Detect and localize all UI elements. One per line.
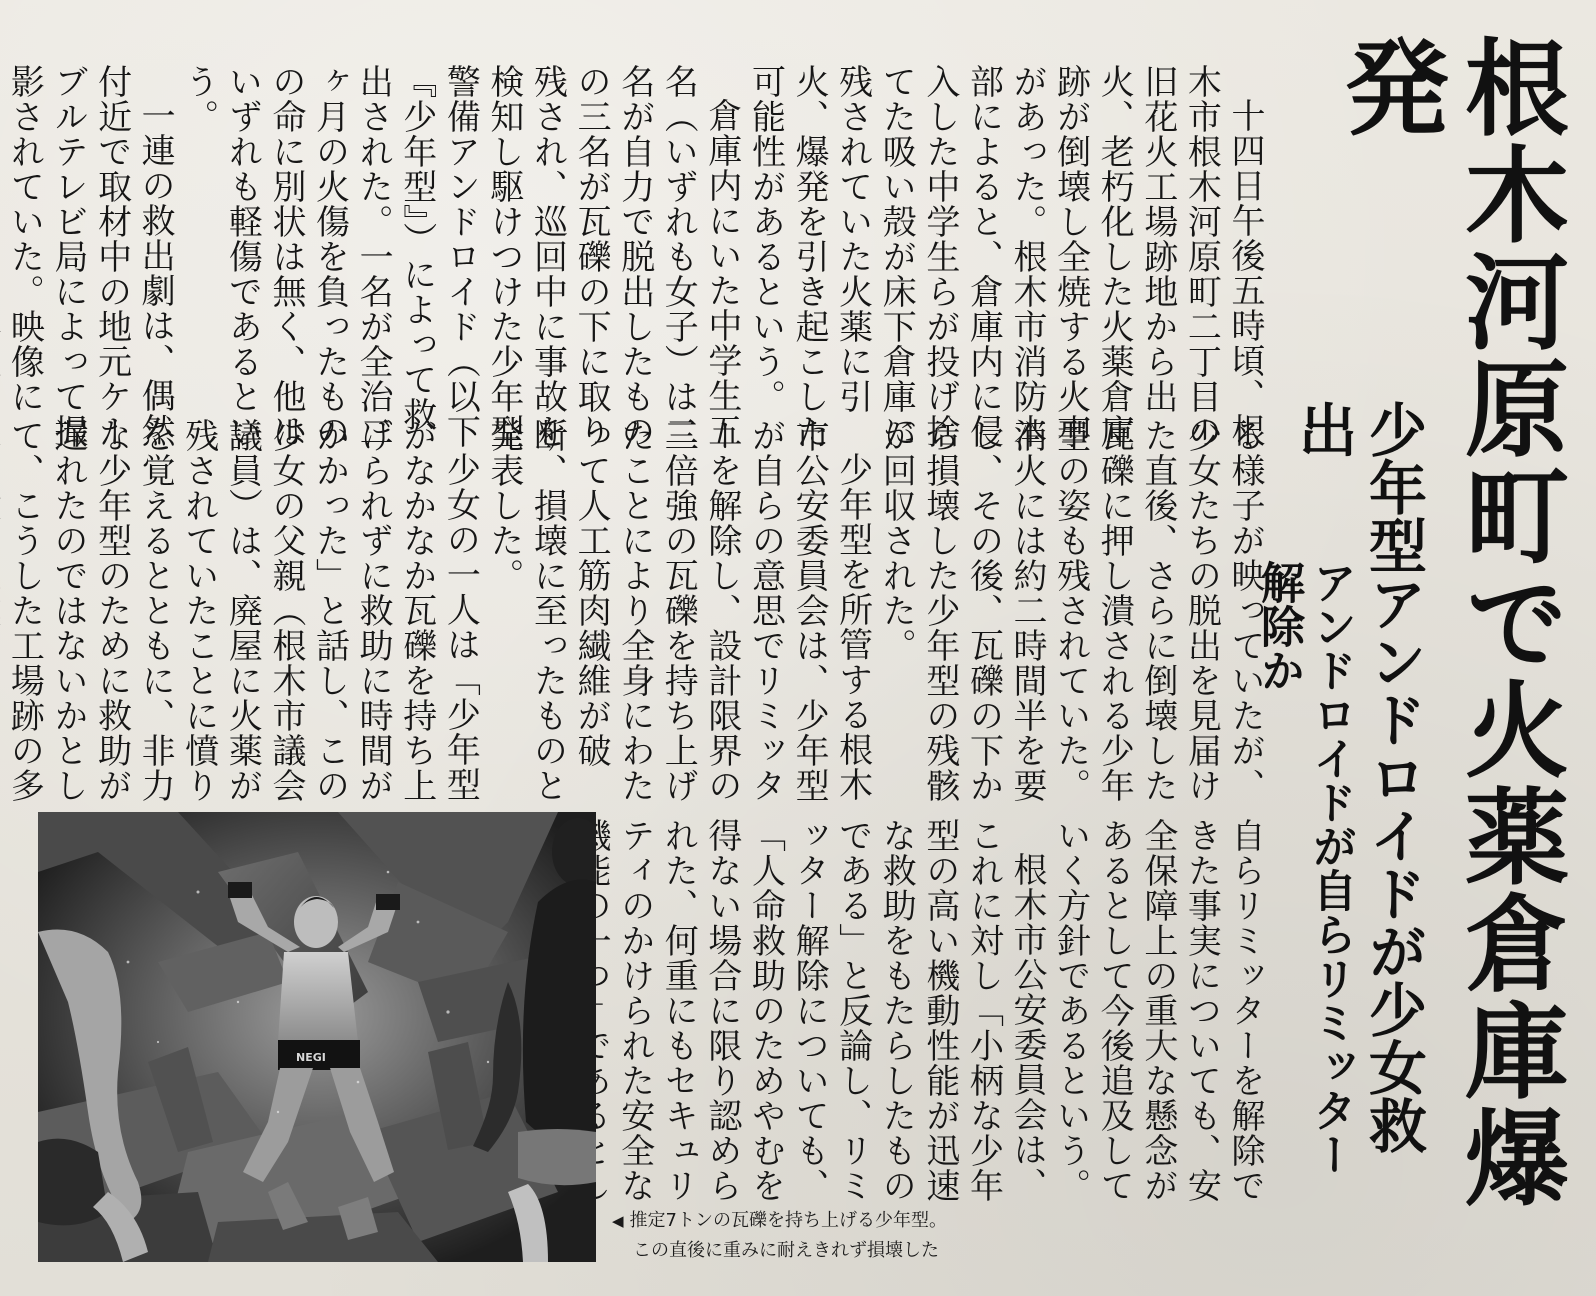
news-photo: [38, 812, 596, 1262]
shorts-logo: NEGI: [296, 1051, 326, 1064]
article-paragraph: 自らリミッターを解除できた事実についても、安全保障上の重大な懸念があるとして今後追及していく方針であるという。: [1050, 818, 1265, 1203]
caption-text-2: この直後に重みに耐えきれず損壊した: [633, 1240, 939, 1261]
article-paragraph: 少年型を所管する根木市公安委員会は、少年型が自らの意思でリミッターを解除し、設計限界の三倍強の瓦礫を持ち上げたことにより全身にわたって人工筋肉繊維が破断、損壊に至ったものと発表した。: [483, 418, 873, 803]
article-paragraph: 倉庫内にいた中学生五名（いずれも女子）は二名が自力で脱出したものの三名が瓦礫の下に取り残され、巡回中に事故を検知し駆けつけた少年型警備アンドロイド（以下『少年型』）によって救出された。一名が全治二ヶ月の火傷を負ったものの命に別状は無く、他はいずれも軽傷であるという。: [178, 64, 742, 449]
caption-line-2: [612, 1236, 1032, 1266]
rubble-rescue-photo: [38, 812, 596, 1262]
article-tier-3: [614, 818, 1266, 1230]
subheadline: 少年型アンドロイドが少女救出: [1289, 400, 1427, 1154]
article-paragraph: 根木市公安委員会は、これに対し「小柄な少年型の高い機動性能が迅速な救助をもたらしたものである」と反論し、リミッター解除についても、「人命救助のためやむを得ない場合に限り認められた、何重にもセキュリティのかけられた安全な: [614, 818, 1048, 1203]
caption-marker: ◀: [612, 1212, 624, 1230]
headline: 根木河原町で火薬倉庫爆発: [1327, 34, 1569, 1211]
article-paragraph: 一連の救出劇は、偶然付近で取材中の地元ケーブルテレビ局によって撮影されていた。映像に: [4, 64, 176, 449]
subheadline-sub: アンドロイドが自らリミッター解除か: [1253, 560, 1356, 1176]
article-tier-1: [4, 64, 1266, 456]
article-paragraph: 十四日午後五時頃、根木市根木河原町二丁目の旧花火工場跡地から出火、老朽化した火薬倉庫跡が倒壊し全焼する火事があった。根木市消防本部によると、倉庫内に侵入した中学生らが投げ捨てた吸い殻が床下倉庫に残されていた火薬に引火、爆発を引き起こした可能性があるという。: [745, 64, 1265, 449]
article-paragraph: 少女の一人は「少年型がなかなか瓦礫を持ち上げられずに救助に時間がかかった」と話し、この少女の父親（根木市議会議員）は、廃屋に火薬が残されていたことに憤りを覚えるとともに、非力な少年型のために救助が遅れたのではないかとして、こうした工場跡の多: [4, 418, 481, 803]
article-tier-2: [4, 418, 1266, 814]
photo-caption: [612, 1206, 1032, 1266]
caption-line-1: [612, 1206, 1032, 1236]
caption-text-1: 推定7トンの瓦礫を持ち上げる少年型。: [629, 1210, 947, 1231]
article-paragraph: る様子が映っていたが、少女たちの脱出を見届けた直後、さらに倒壊した瓦礫に押し潰される少年型の姿も残されていた。消火には約二時間半を要し、その後、瓦礫の下から損壊した少年型の残骸が回収された。: [876, 418, 1265, 803]
